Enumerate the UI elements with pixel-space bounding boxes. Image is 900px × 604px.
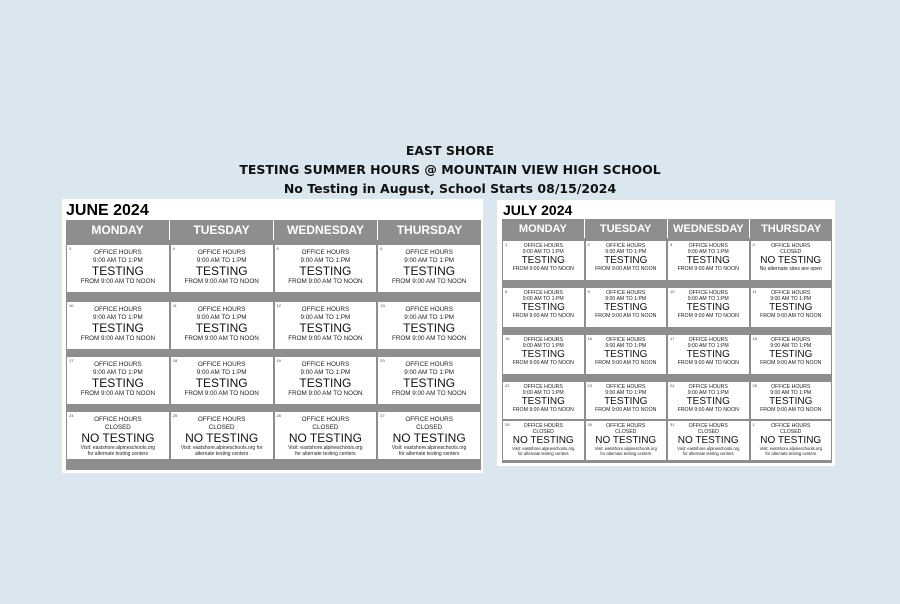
hours-value: 9:00 AM TO 1:PM bbox=[687, 249, 729, 256]
testing-status: TESTING bbox=[299, 264, 352, 278]
office-hours-label: OFFICE HOURS bbox=[523, 337, 563, 343]
day-number: 3 bbox=[670, 242, 673, 247]
testing-detail-2: for alternate testing centers bbox=[517, 451, 569, 457]
testing-status: TESTING bbox=[604, 349, 648, 361]
testing-status: TESTING bbox=[686, 349, 730, 361]
testing-status: NO TESTING bbox=[512, 435, 574, 447]
testing-detail: FROM 9:00 AM TO NOON bbox=[391, 278, 467, 285]
testing-status: TESTING bbox=[403, 376, 456, 390]
testing-status: TESTING bbox=[769, 302, 813, 314]
office-hours-label: OFFICE HOURS bbox=[301, 306, 350, 313]
day-number: 25 bbox=[172, 413, 178, 418]
office-hours-label: OFFICE HOURS bbox=[771, 423, 811, 429]
day-header-monday: MONDAY bbox=[502, 219, 585, 238]
office-hours-label: OFFICE HOURS bbox=[405, 249, 453, 256]
testing-status: NO TESTING bbox=[81, 431, 155, 445]
day-number: 19 bbox=[276, 358, 281, 363]
day-cell bbox=[751, 382, 832, 419]
office-hours-label: OFFICE HOURS bbox=[771, 384, 811, 390]
header-school: EAST SHORE bbox=[405, 143, 495, 158]
day-number: 20 bbox=[380, 358, 385, 363]
testing-status: NO TESTING bbox=[760, 255, 822, 267]
week-row bbox=[502, 334, 832, 374]
day-cell bbox=[668, 382, 749, 419]
day-number: 15 bbox=[505, 336, 510, 341]
testing-detail: Visit: eastshore.alpineschools.org bbox=[759, 446, 822, 452]
hours-value: CLOSED bbox=[208, 423, 235, 431]
hours-value: 9:00 AM TO 1:PM bbox=[770, 343, 812, 350]
testing-detail: FROM 9:00 AM TO NOON bbox=[80, 390, 156, 397]
day-cell bbox=[503, 335, 584, 374]
testing-detail: FROM 9:00 AM TO NOON bbox=[595, 407, 657, 414]
day-cell bbox=[503, 382, 584, 419]
testing-detail: FROM 9:00 AM TO NOON bbox=[184, 390, 259, 397]
day-cell bbox=[668, 335, 749, 374]
office-hours-label: OFFICE HOURS bbox=[771, 243, 811, 249]
testing-detail: FROM 9:00 AM TO NOON bbox=[512, 266, 574, 273]
july-grid bbox=[502, 219, 832, 463]
hours-value: CLOSED bbox=[312, 423, 339, 431]
testing-status: NO TESTING bbox=[288, 431, 362, 445]
day-header-monday: MONDAY bbox=[66, 220, 170, 240]
office-hours-label: OFFICE HOURS bbox=[688, 290, 728, 296]
week-row bbox=[66, 411, 481, 459]
office-hours-label: OFFICE HOURS bbox=[197, 416, 246, 423]
hours-value: 9:00 AM TO 1:PM bbox=[196, 368, 247, 376]
testing-detail: FROM 9:00 AM TO NOON bbox=[288, 278, 363, 285]
day-cell bbox=[275, 245, 377, 292]
office-hours-label: OFFICE HOURS bbox=[771, 290, 811, 296]
office-hours-label: OFFICE HOURS bbox=[606, 243, 646, 249]
day-cell bbox=[67, 245, 169, 292]
week-row bbox=[502, 381, 832, 419]
hours-value: 9:00 AM TO 1:PM bbox=[605, 249, 647, 256]
testing-status: TESTING bbox=[299, 321, 352, 335]
testing-detail: FROM 9:00 AM TO NOON bbox=[512, 407, 574, 414]
testing-detail-2: alternate testing centers bbox=[194, 451, 249, 457]
day-header-wednesday: WEDNESDAY bbox=[668, 219, 751, 238]
day-number: 4 bbox=[752, 242, 755, 247]
day-number: 5 bbox=[276, 246, 279, 251]
day-number: 6 bbox=[380, 246, 383, 251]
day-cell bbox=[503, 288, 584, 327]
hours-value: 9:00 AM TO 1:PM bbox=[605, 343, 647, 350]
hours-value: CLOSED bbox=[780, 249, 802, 256]
testing-status: TESTING bbox=[686, 255, 730, 267]
day-cell bbox=[751, 335, 832, 374]
office-hours-label: OFFICE HOURS bbox=[94, 306, 142, 313]
day-number: 18 bbox=[172, 358, 178, 363]
hours-value: 9:00 AM TO 1:PM bbox=[92, 368, 143, 376]
testing-detail: FROM 9:00 AM TO NOON bbox=[512, 313, 574, 320]
office-hours-label: OFFICE HOURS bbox=[606, 423, 646, 429]
week-row bbox=[66, 301, 481, 349]
hours-value: 9:00 AM TO 1:PM bbox=[92, 313, 143, 321]
day-cell bbox=[171, 245, 273, 292]
testing-status: TESTING bbox=[521, 396, 565, 408]
hours-value: 9:00 AM TO 1:PM bbox=[605, 296, 647, 303]
day-number: 22 bbox=[505, 383, 510, 388]
office-hours-label: OFFICE HOURS bbox=[197, 361, 246, 368]
testing-status: TESTING bbox=[195, 376, 248, 390]
office-hours-label: OFFICE HOURS bbox=[688, 243, 728, 249]
testing-detail: Visit: eastshore.alpineschools.org bbox=[512, 446, 575, 452]
testing-status: TESTING bbox=[521, 349, 565, 361]
testing-detail: Visit: eastshore.alpineschools.org bbox=[288, 445, 363, 451]
day-number: 9 bbox=[587, 289, 590, 294]
testing-detail: FROM 9:00 AM TO NOON bbox=[288, 390, 363, 397]
week-row bbox=[502, 420, 832, 460]
office-hours-label: OFFICE HOURS bbox=[301, 249, 350, 256]
day-cell bbox=[586, 288, 667, 327]
testing-detail: FROM 9:00 AM TO NOON bbox=[760, 313, 822, 320]
day-cell bbox=[503, 421, 584, 460]
testing-detail: FROM 9:00 AM TO NOON bbox=[184, 335, 259, 342]
day-number: 1 bbox=[752, 422, 755, 427]
day-number: 11 bbox=[752, 289, 757, 294]
day-cell bbox=[171, 412, 273, 459]
testing-detail-2: for alternate testing centers bbox=[87, 451, 149, 457]
testing-detail-2: for alternate testing centers bbox=[765, 451, 817, 457]
hours-value: 9:00 AM TO 1:PM bbox=[770, 296, 812, 303]
day-number: 12 bbox=[276, 303, 281, 308]
testing-detail: FROM 9:00 AM TO NOON bbox=[391, 390, 467, 397]
testing-detail: FROM 9:00 AM TO NOON bbox=[595, 360, 657, 367]
testing-detail: FROM 9:00 AM TO NOON bbox=[80, 278, 156, 285]
testing-status: TESTING bbox=[604, 396, 648, 408]
office-hours-label: OFFICE HOURS bbox=[523, 243, 563, 249]
testing-detail: FROM 9:00 AM TO NOON bbox=[760, 407, 822, 414]
hours-value: CLOSED bbox=[780, 429, 802, 436]
hours-value: CLOSED bbox=[104, 423, 131, 431]
header-title: TESTING SUMMER HOURS @ MOUNTAIN VIEW HIGH SCHOOL bbox=[239, 162, 661, 177]
day-number: 2 bbox=[587, 242, 590, 247]
office-hours-label: OFFICE HOURS bbox=[301, 416, 350, 423]
day-header-thursday: THURSDAY bbox=[396, 223, 463, 237]
day-cell bbox=[378, 302, 480, 349]
testing-detail: Visit: eastshore.alpineschools.org bbox=[391, 445, 467, 451]
testing-status: TESTING bbox=[521, 302, 565, 314]
hours-value: 9:00 AM TO 1:PM bbox=[687, 343, 729, 350]
day-cell bbox=[586, 421, 667, 460]
office-hours-label: OFFICE HOURS bbox=[606, 384, 646, 390]
testing-detail: FROM 9:00 AM TO NOON bbox=[80, 335, 156, 342]
testing-detail: FROM 9:00 AM TO NOON bbox=[677, 360, 739, 367]
testing-detail: FROM 9:00 AM TO NOON bbox=[677, 266, 739, 273]
testing-status: TESTING bbox=[686, 396, 730, 408]
day-number: 10 bbox=[670, 289, 675, 294]
testing-status: TESTING bbox=[403, 321, 456, 335]
testing-detail-2: for alternate testing centers bbox=[398, 451, 460, 457]
testing-status: NO TESTING bbox=[595, 435, 657, 447]
testing-status: TESTING bbox=[299, 376, 352, 390]
office-hours-label: OFFICE HOURS bbox=[197, 306, 246, 313]
office-hours-label: OFFICE HOURS bbox=[301, 361, 350, 368]
day-cell bbox=[586, 241, 667, 280]
office-hours-label: OFFICE HOURS bbox=[405, 306, 453, 313]
testing-detail-2: for alternate testing centers bbox=[295, 451, 356, 457]
testing-status: TESTING bbox=[91, 376, 144, 390]
testing-status: TESTING bbox=[403, 264, 456, 278]
testing-status: TESTING bbox=[91, 264, 144, 278]
office-hours-label: OFFICE HOURS bbox=[94, 416, 142, 423]
testing-detail: Visit: eastshore.alpineschools.org bbox=[677, 446, 740, 452]
office-hours-label: OFFICE HOURS bbox=[688, 337, 728, 343]
testing-status: NO TESTING bbox=[677, 435, 739, 447]
hours-value: CLOSED bbox=[697, 429, 719, 436]
june-day-headers bbox=[66, 220, 481, 240]
testing-detail: FROM 9:00 AM TO NOON bbox=[677, 313, 739, 320]
hours-value: 9:00 AM TO 1:PM bbox=[522, 249, 564, 256]
hours-value: 9:00 AM TO 1:PM bbox=[770, 390, 812, 397]
day-number: 25 bbox=[752, 383, 757, 388]
day-cell bbox=[378, 412, 480, 459]
day-number: 31 bbox=[670, 422, 675, 427]
day-number: 26 bbox=[276, 413, 281, 418]
hours-value: 9:00 AM TO 1:PM bbox=[687, 390, 729, 397]
day-number: 13 bbox=[380, 303, 385, 308]
day-cell bbox=[378, 357, 480, 404]
day-cell bbox=[668, 288, 749, 327]
july-day-headers bbox=[502, 219, 832, 238]
testing-status: TESTING bbox=[195, 321, 248, 335]
header-note: No Testing in August, School Starts 08/15/2024 bbox=[283, 181, 617, 196]
office-hours-label: OFFICE HOURS bbox=[523, 384, 563, 390]
day-header-thursday: THURSDAY bbox=[761, 222, 822, 235]
july-calendar bbox=[497, 200, 835, 466]
office-hours-label: OFFICE HOURS bbox=[94, 249, 142, 256]
testing-detail-2: for alternate testing centers bbox=[600, 451, 652, 457]
testing-detail: FROM 9:00 AM TO NOON bbox=[677, 407, 739, 414]
office-hours-label: OFFICE HOURS bbox=[405, 361, 453, 368]
day-cell bbox=[67, 412, 169, 459]
office-hours-label: OFFICE HOURS bbox=[606, 337, 646, 343]
hours-value: 9:00 AM TO 1:PM bbox=[522, 343, 564, 350]
hours-value: 9:00 AM TO 1:PM bbox=[196, 256, 247, 264]
day-cell bbox=[668, 241, 749, 280]
testing-detail: FROM 9:00 AM TO NOON bbox=[512, 360, 574, 367]
testing-detail: FROM 9:00 AM TO NOON bbox=[760, 360, 822, 367]
june-calendar bbox=[62, 199, 483, 473]
week-row bbox=[66, 244, 481, 292]
day-cell bbox=[668, 421, 749, 460]
day-number: 3 bbox=[69, 246, 72, 251]
testing-detail: FROM 9:00 AM TO NOON bbox=[288, 335, 363, 342]
testing-status: NO TESTING bbox=[760, 435, 822, 447]
day-cell bbox=[67, 302, 169, 349]
day-cell bbox=[275, 357, 377, 404]
testing-detail: Visit: eastshore.alpineschools.org for bbox=[180, 445, 263, 451]
day-number: 17 bbox=[670, 336, 675, 341]
testing-status: NO TESTING bbox=[185, 431, 259, 445]
hours-value: 9:00 AM TO 1:PM bbox=[605, 390, 647, 397]
day-cell bbox=[275, 302, 377, 349]
day-cell bbox=[503, 241, 584, 280]
office-hours-label: OFFICE HOURS bbox=[606, 290, 646, 296]
day-cell bbox=[171, 357, 273, 404]
office-hours-label: OFFICE HOURS bbox=[197, 249, 246, 256]
testing-status: TESTING bbox=[521, 255, 565, 267]
testing-detail: Visit: eastshore.alpineschools.org bbox=[594, 446, 657, 452]
office-hours-label: OFFICE HOURS bbox=[523, 290, 563, 296]
day-cell bbox=[586, 382, 667, 419]
day-number: 10 bbox=[69, 303, 74, 308]
day-cell bbox=[751, 421, 832, 460]
day-number: 8 bbox=[505, 289, 508, 294]
day-header-tuesday: TUESDAY bbox=[585, 219, 668, 238]
testing-detail: FROM 9:00 AM TO NOON bbox=[184, 278, 259, 285]
hours-value: CLOSED bbox=[615, 429, 637, 436]
hours-value: 9:00 AM TO 1:PM bbox=[196, 313, 247, 321]
hours-value: 9:00 AM TO 1:PM bbox=[300, 256, 351, 264]
day-number: 30 bbox=[587, 422, 592, 427]
page-header bbox=[0, 141, 900, 198]
june-grid bbox=[66, 220, 481, 470]
testing-detail: No alternate sites are open bbox=[759, 266, 822, 273]
day-number: 23 bbox=[587, 383, 592, 388]
day-number: 27 bbox=[380, 413, 385, 418]
july-title: JULY 2024 bbox=[503, 202, 573, 218]
day-number: 1 bbox=[505, 242, 508, 247]
testing-detail: FROM 9:00 AM TO NOON bbox=[595, 266, 657, 273]
office-hours-label: OFFICE HOURS bbox=[405, 416, 453, 423]
day-cell bbox=[67, 357, 169, 404]
testing-detail-2: for alternate testing centers bbox=[682, 451, 734, 457]
hours-value: 9:00 AM TO 1:PM bbox=[404, 313, 455, 321]
day-header-wednesday: WEDNESDAY bbox=[274, 220, 378, 240]
testing-status: TESTING bbox=[195, 264, 248, 278]
day-number: 17 bbox=[69, 358, 74, 363]
office-hours-label: OFFICE HOURS bbox=[94, 361, 142, 368]
day-number: 24 bbox=[69, 413, 74, 418]
office-hours-label: OFFICE HOURS bbox=[688, 384, 728, 390]
testing-status: TESTING bbox=[91, 321, 144, 335]
day-number: 16 bbox=[587, 336, 592, 341]
day-number: 24 bbox=[670, 383, 675, 388]
office-hours-label: OFFICE HOURS bbox=[688, 423, 728, 429]
day-number: 18 bbox=[752, 336, 757, 341]
day-cell bbox=[751, 288, 832, 327]
hours-value: 9:00 AM TO 1:PM bbox=[404, 368, 455, 376]
testing-status: TESTING bbox=[604, 302, 648, 314]
day-cell bbox=[378, 245, 480, 292]
day-number: 11 bbox=[172, 303, 177, 308]
hours-value: 9:00 AM TO 1:PM bbox=[404, 256, 455, 264]
day-cell bbox=[586, 335, 667, 374]
hours-value: 9:00 AM TO 1:PM bbox=[687, 296, 729, 303]
testing-detail: FROM 9:00 AM TO NOON bbox=[391, 335, 467, 342]
day-cell bbox=[275, 412, 377, 459]
hours-value: 9:00 AM TO 1:PM bbox=[300, 313, 351, 321]
hours-value: CLOSED bbox=[416, 423, 443, 431]
hours-value: 9:00 AM TO 1:PM bbox=[522, 390, 564, 397]
testing-detail: Visit: eastshore.alpineschools.org bbox=[80, 445, 156, 451]
day-number: 29 bbox=[505, 422, 510, 427]
day-header-tuesday: TUESDAY bbox=[170, 220, 274, 240]
office-hours-label: OFFICE HOURS bbox=[523, 423, 563, 429]
hours-value: CLOSED bbox=[532, 429, 554, 436]
june-title: JUNE 2024 bbox=[66, 202, 149, 219]
testing-status: TESTING bbox=[604, 255, 648, 267]
testing-status: TESTING bbox=[769, 396, 813, 408]
week-row bbox=[502, 240, 832, 280]
day-number: 4 bbox=[172, 246, 175, 251]
testing-status: TESTING bbox=[686, 302, 730, 314]
office-hours-label: OFFICE HOURS bbox=[771, 337, 811, 343]
day-cell bbox=[751, 241, 832, 280]
testing-detail: FROM 9:00 AM TO NOON bbox=[595, 313, 657, 320]
week-row bbox=[502, 287, 832, 327]
day-cell bbox=[171, 302, 273, 349]
hours-value: 9:00 AM TO 1:PM bbox=[300, 368, 351, 376]
testing-status: TESTING bbox=[769, 349, 813, 361]
hours-value: 9:00 AM TO 1:PM bbox=[92, 256, 143, 264]
week-row bbox=[66, 356, 481, 404]
testing-status: NO TESTING bbox=[392, 431, 466, 445]
hours-value: 9:00 AM TO 1:PM bbox=[522, 296, 564, 303]
